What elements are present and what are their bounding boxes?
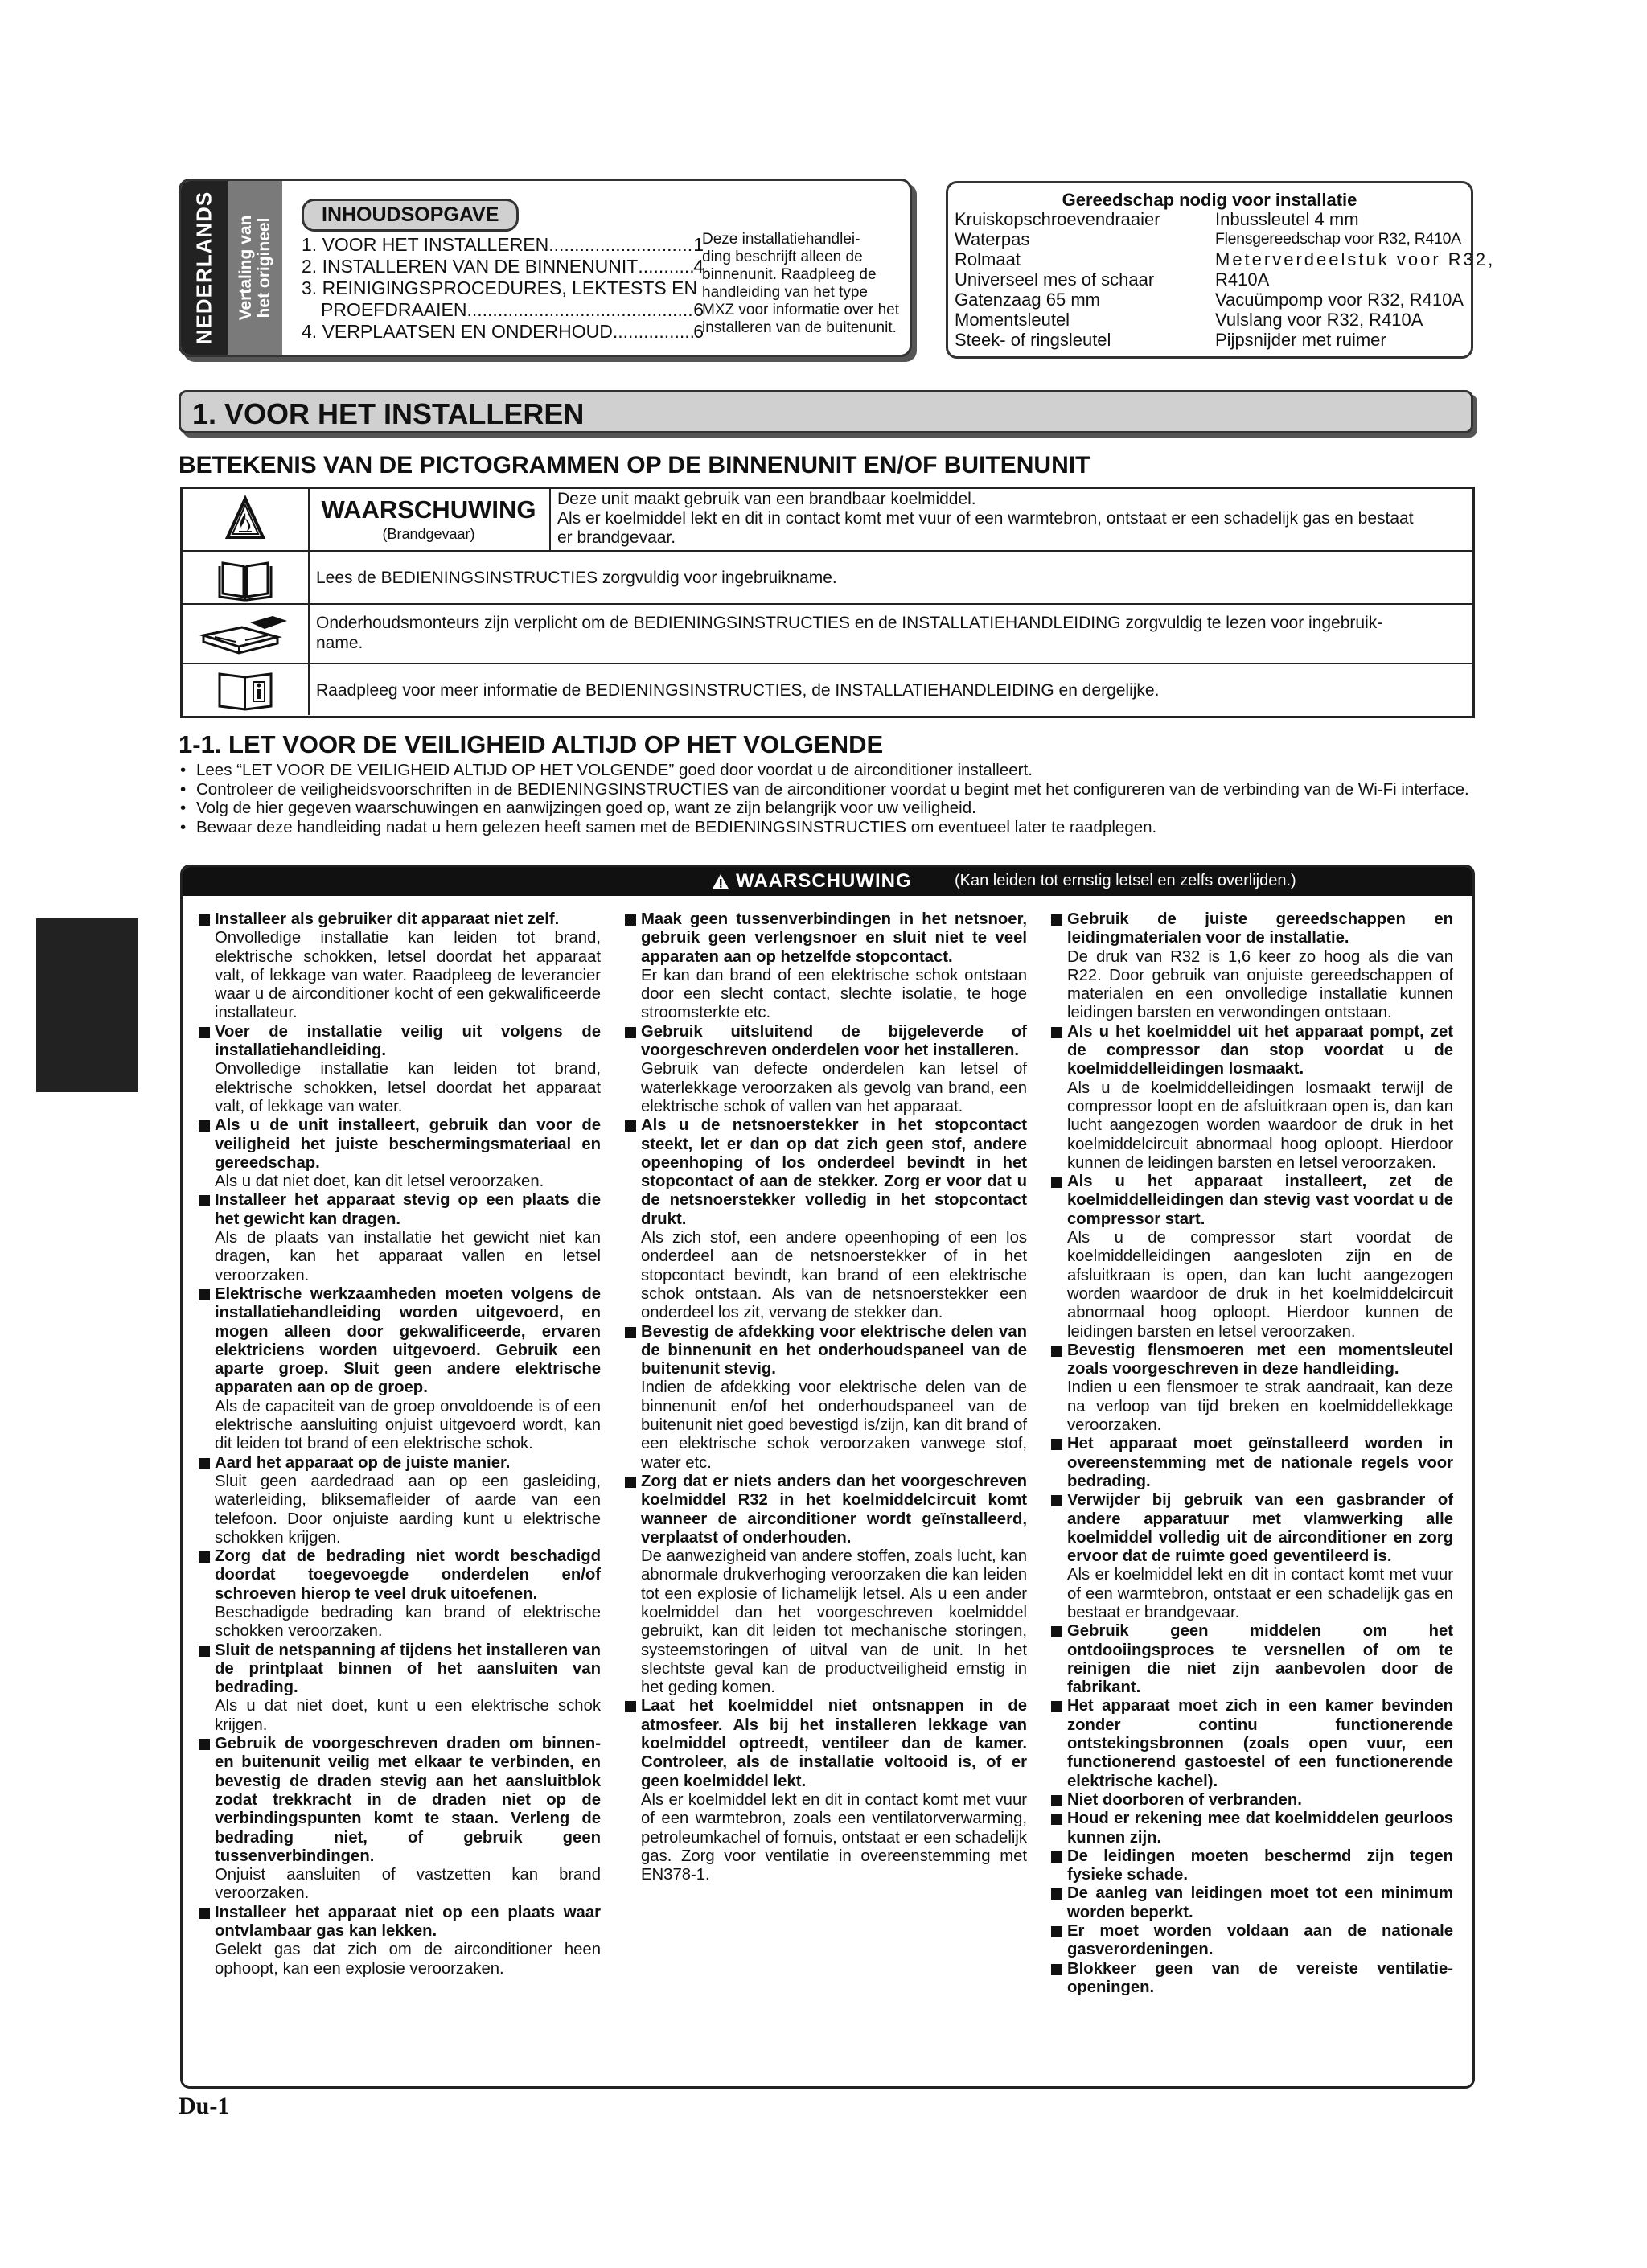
toc-entry-page: 4	[693, 256, 704, 277]
translation-line-2: het origineel	[255, 217, 273, 318]
toc-note-line: binnenunit. Raadpleeg de	[702, 266, 877, 283]
warning-item	[1049, 1884, 1453, 1922]
toc-entry-label: PROEFDRAAIEN	[321, 299, 467, 320]
warning-item-heading: Niet doorboren of verbranden.	[1067, 1790, 1302, 1809]
toc-entry[interactable]	[302, 321, 704, 343]
toc-entry[interactable]	[302, 234, 704, 256]
toc-note-line: handleiding van het type	[702, 284, 868, 301]
pictogram-row-read	[183, 550, 1472, 605]
warning-item-text: Indien de afdekking voor elektrische delen van de binnenunit en/of het onderhoudspaneel van de buitenunit niet goed bevestigd is/zijn, kan dit brand of een elektrische schok veroorzaken vanwege stof, water etc.	[641, 1378, 1027, 1472]
info-text: Raadpleeg voor meer informatie de BEDIENINGSINSTRUCTIES, de INSTALLATIEHANDLEIDING en dergelijke.	[316, 681, 1160, 700]
warning-item-text: Onvolledige installatie kan leiden tot brand, elektrische schokken, letsel doordat het apparaat valt, of lekkage van water. Raadpleeg de leverancier waar u de airconditioner kocht of een gekwalificeerde installateur.	[215, 929, 601, 1022]
warning-item	[197, 1454, 601, 1547]
warning-item-heading: Elektrische werkzaamheden moeten volgens de installatiehandleiding worden uitgevoerd, en mogen alleen door gekwalificeerde, ervaren elektriciens worden uitgevoerd. Gebruik een aparte groep. Sluit geen andere elektrische apparaten aan op de groep.	[215, 1284, 601, 1397]
warning-box	[180, 865, 1475, 2089]
tool-item: Kruiskopschroevendraaier	[955, 209, 1160, 229]
pictogram-icon-cell	[183, 552, 310, 605]
warning-column-2	[623, 910, 1027, 1884]
warning-line: Deze unit maakt gebruik van een brandbaar koelmiddel.	[557, 490, 976, 508]
warning-sub-label: (Brandgevaar)	[382, 526, 475, 542]
chapter-side-tab	[36, 918, 138, 1092]
warning-item-text: Gebruik van defecte onderdelen kan letsel of waterlekkage veroorzaken als gevolg van brand, een elektrische schok of vallen van het apparaat.	[641, 1060, 1027, 1116]
tool-item: Momentsleutel	[955, 310, 1070, 330]
pictogram-table	[180, 487, 1475, 718]
warning-item	[197, 1735, 601, 1904]
warning-item-text: Als u de compressor start voordat de koelmiddelleidingen aangesloten zijn en de afsluitkraan is open, dan kan lucht aangezogen worden waardoor de druk in het koelmiddelcircuit abnormaal hoog oploopt. Hierdoor kunnen de leidingen barsten en letsel veroorzaken.	[1067, 1229, 1453, 1341]
warning-item-text: De druk van R32 is 1,6 keer zo hoog als die van R22. Door gebruik van onjuiste gereedschappen of materialen en een onvolledige installatie kunnen leidingen barsten en verwondingen ontstaan.	[1067, 947, 1453, 1022]
warning-item-heading: Blokkeer geen van de vereiste ventilatie-openingen.	[1067, 1959, 1453, 1996]
warning-item-text: Sluit geen aardedraad aan op een gasleiding, waterleiding, bliksemafleider of aarde van een telefoon. Door onjuiste aarding kunt u elektrische schokken krijgen.	[215, 1472, 601, 1547]
warning-item-heading: Het apparaat moet geïnstalleerd worden in overeenstemming met de nationale regels voor bedrading.	[1067, 1435, 1453, 1490]
warning-item-heading: Zorg dat er niets anders dan het voorgeschreven koelmiddel R32 in het koelmiddelcircuit komt wanneer de airconditioner wordt geïnstalleerd, verplaatst of onderhouden.	[641, 1472, 1027, 1547]
warning-item-heading: Zorg dat de bedrading niet wordt beschadigd doordat toegevoegde onderdelen en/of schroeven hierop te veel druk uitoefenen.	[215, 1547, 601, 1603]
tools-left-list	[955, 209, 1160, 350]
warning-subtitle: (Kan leiden tot ernstig letsel en zelfs overlijden.)	[955, 872, 1296, 890]
toc-note-line: Deze installatiehandlei-	[702, 231, 860, 248]
pictogram-icon-cell	[183, 489, 310, 550]
toc-entry-label: 2. INSTALLEREN VAN DE BINNENUNIT	[302, 256, 639, 277]
toc-entry[interactable]	[302, 299, 704, 321]
warning-item-heading: Er moet worden voldaan aan de nationale gasverordeningen.	[1067, 1922, 1453, 1959]
warning-item-heading: Het apparaat moet zich in een kamer bevinden zonder continu functionerende ontstekingsbronnen (zoals open vuur, een functionerend gastoestel of een functionerende elektrische kachel).	[1067, 1697, 1453, 1790]
pictogram-heading: BETEKENIS VAN DE PICTOGRAMMEN OP DE BINNENUNIT EN/OF BUITENUNIT	[179, 452, 1090, 479]
tools-box	[946, 181, 1496, 359]
warning-item	[623, 1023, 1027, 1116]
warning-item-heading: Houd er rekening mee dat koelmiddelen geurloos kunnen zijn.	[1067, 1810, 1453, 1847]
tool-item: Waterpas	[955, 229, 1030, 249]
warning-item-text: Indien u een flensmoer te strak aandraait, kan deze na verloop van tijd breken en koelmiddellekkage veroorzaken.	[1067, 1378, 1453, 1435]
warning-item	[197, 1023, 601, 1116]
warning-item	[197, 1191, 601, 1284]
warning-item	[1049, 1922, 1453, 1960]
toc-entry[interactable]	[302, 256, 704, 277]
service-line: Onderhoudsmonteurs zijn verplicht om de BEDIENINGSINSTRUCTIES en de INSTALLATIEHANDLEIDING zorgvuldig te lezen voor ingebruik-	[316, 614, 1383, 632]
warning-label: WAARSCHUWING	[321, 495, 536, 524]
warning-item-heading: Voer de installatie veilig uit volgens de installatiehandleiding.	[215, 1022, 601, 1060]
warning-item	[1049, 1810, 1453, 1847]
warning-triangle-icon	[712, 873, 729, 890]
list-item: • Lees “LET VOOR DE VEILIGHEID ALTIJD OP HET VOLGENDE” goed door voordat u de airconditioner installeert.	[179, 761, 1469, 780]
warning-item-heading: Als u het apparaat installeert, zet de koelmiddelleidingen dan stevig vast voordat u de compressor start.	[1067, 1173, 1453, 1228]
translation-tab-label	[236, 216, 273, 321]
warning-item	[1049, 1023, 1453, 1173]
warning-item	[623, 910, 1027, 1023]
tools-right-list	[1215, 209, 1496, 350]
list-item: • Volg de hier gegeven waarschuwingen en aanwijzingen goed op, want ze zijn belangrijk voor uw veiligheid.	[179, 799, 1469, 818]
tool-item: Gatenzaag 65 mm	[955, 290, 1100, 310]
warning-item-text: Als de plaats van installatie het gewicht niet kan dragen, kan het apparaat vallen en letsel veroorzaken.	[215, 1229, 601, 1284]
warning-item-text: Als er koelmiddel lekt en dit in contact komt met vuur of een warmtebron, zoals een ventilatorverwarming, petroleumkachel of fornuis, ontstaat er een schadelijk gas. Zorg voor ventilatie in overeenstemming met EN378-1.	[641, 1790, 1027, 1884]
warning-column-3	[1049, 910, 1453, 1997]
warning-item	[197, 1904, 601, 1978]
warning-item	[1049, 1847, 1453, 1885]
tool-item: Flensgereedschap voor R32, R410A	[1215, 230, 1461, 248]
warning-item-heading: Als u de netsnoerstekker in het stopcontact steekt, let er dan op dat zich geen stof, andere opeenhoping of los onderdeel bevindt in het stopcontact of aan de stekker. Zorg er voor dat u de netsnoerstekker volledig in het stopcontact drukt.	[641, 1116, 1027, 1228]
toc-note	[702, 231, 899, 337]
warning-title: WAARSCHUWING	[736, 870, 912, 892]
tool-item: Vacuümpomp voor R32, R410A	[1215, 290, 1464, 310]
warning-item-heading: Aard het apparaat op de juiste manier.	[215, 1453, 511, 1472]
warning-item	[1049, 1173, 1453, 1341]
toc-note-line: installeren van de buitenunit.	[702, 319, 897, 336]
warning-item-heading: Laat het koelmiddel niet ontsnappen in de atmosfeer. Als bij het installeren lekkage van koelmiddel optreedt, ventileer dan de kamer. Controleer, als de installatie voltooid is, of er geen koelmiddel lekt.	[641, 1697, 1027, 1790]
translation-tab	[228, 181, 282, 355]
warning-item-heading: Bevestig de afdekking voor elektrische delen van de binnenunit en het onderhoudspaneel van de buitenunit stevig.	[641, 1322, 1027, 1378]
warning-item-heading: Installeer als gebruiker dit apparaat niet zelf.	[215, 910, 560, 928]
warning-item-heading: Maak geen tussenverbindingen in het netsnoer, gebruik geen verlengsnoer en sluit niet te veel apparaten aan op hetzelfde stopcontact.	[641, 910, 1027, 966]
warning-item-heading: De leidingen moeten beschermd zijn tegen fysieke schade.	[1067, 1847, 1453, 1884]
warning-description	[557, 490, 1414, 548]
pictogram-icon-cell	[183, 664, 310, 715]
warning-item-heading: Als u het koelmiddel uit het apparaat pompt, zet de compressor dan stop voordat u de koelmiddelleidingen losmaakt.	[1067, 1022, 1453, 1079]
pictogram-row-info	[183, 663, 1472, 715]
warning-item-heading: De aanleg van leidingen moet tot een minimum worden beperkt.	[1067, 1884, 1453, 1921]
tools-title: Gereedschap nodig voor installatie	[1062, 190, 1357, 210]
pictogram-icon-cell	[183, 605, 310, 664]
toc-entry-page: 1	[693, 234, 704, 255]
warning-item	[1049, 1622, 1453, 1697]
warning-item-text: Als u de koelmiddelleidingen losmaakt terwijl de compressor loopt en de afsluitkraan open is, dan kan lucht aangezogen worden waardoor de druk in het koelmiddelcircuit abnormaal hoog oploopt. Hierdoor kunnen de leidingen barsten en letsel veroorzaken.	[1067, 1079, 1453, 1172]
language-tab	[181, 181, 228, 355]
toc-note-line: ding beschrijft alleen de	[702, 249, 863, 265]
warning-item	[1049, 910, 1453, 1023]
tool-item: Meterverdeelstuk voor R32,	[1215, 249, 1496, 269]
toc-entry-page: 6	[693, 299, 704, 320]
warning-label-cell	[308, 489, 551, 550]
warning-item-heading: Verwijder bij gebruik van een gasbrander of andere apparatuur met vlamwerking alle koelmiddel volledig uit de airconditioner en zorg ervoor dat de ruimte goed geventileerd is.	[1067, 1491, 1453, 1566]
warning-item	[197, 1641, 601, 1735]
warning-line: er brandgevaar.	[557, 528, 676, 547]
warning-item-heading: Gebruik de voorgeschreven draden om binnen- en buitenunit veilig met elkaar te verbinden, en bevestig de draden stevig aan het aansluitblok zodat trekkracht in de draden niet op de verbindingspunten komt te staan. Verleng de bedrading niet, of gebruik geen tussenverbindingen.	[215, 1735, 601, 1865]
warning-item-text: Onjuist aansluiten of vastzetten kan brand veroorzaken.	[215, 1866, 601, 1903]
toc-entry[interactable]	[302, 277, 704, 299]
language-tab-label: NEDERLANDS	[191, 191, 216, 345]
warning-item	[1049, 1341, 1453, 1435]
tool-item: Universeel mes of schaar	[955, 269, 1155, 290]
warning-item-heading: Gebruik uitsluitend de bijgeleverde of voorgeschreven onderdelen voor het installeren.	[641, 1022, 1027, 1060]
translation-line-1: Vertaling van	[236, 215, 255, 321]
tool-item: Rolmaat	[955, 249, 1021, 269]
warning-item-text: Er kan dan brand of een elektrische schok ontstaan door een slecht contact, slechte isolatie, te hoge stroomsterkte etc.	[641, 966, 1027, 1022]
info-manual-icon	[183, 664, 308, 715]
page-number: Du-1	[179, 2093, 230, 2119]
list-item: • Controleer de veiligheidsvoorschriften in de BEDIENINGSINSTRUCTIES van de airconditioner voordat u begint met het configureren van de verbinding van de Wi-Fi interface.	[179, 780, 1469, 799]
warning-item	[1049, 1791, 1453, 1810]
tool-item: R410A	[1215, 269, 1270, 290]
warning-item-text: Beschadigde bedrading kan brand of elektrische schokken veroorzaken.	[215, 1603, 601, 1641]
warning-item-text: Onvolledige installatie kan leiden tot brand, elektrische schokken, letsel doordat het apparaat valt, of lekkage van water.	[215, 1060, 601, 1116]
warning-item	[197, 1116, 601, 1191]
warning-item-text: Gelekt gas dat zich om de airconditioner heen ophoopt, kan een explosie veroorzaken.	[215, 1941, 601, 1978]
service-instructions-text	[316, 613, 1382, 653]
warning-item-text: Als u dat niet doet, kan dit letsel veroorzaken.	[215, 1173, 544, 1191]
warning-item	[623, 1697, 1027, 1884]
tool-item: Vulslang voor R32, R410A	[1215, 310, 1423, 330]
warning-item-heading: Bevestig flensmoeren met een momentsleutel zoals voorgeschreven in deze handleiding.	[1067, 1341, 1453, 1378]
warning-item-heading: Gebruik de juiste gereedschappen en leidingmaterialen voor de installatie.	[1067, 910, 1453, 947]
warning-item-heading: Installeer het apparaat stevig op een plaats die het gewicht kan dragen.	[215, 1191, 601, 1228]
toc-entry-page: 6	[693, 321, 704, 342]
service-line: name.	[316, 634, 363, 652]
warning-item	[197, 910, 601, 1023]
toc-entry-label: 3. REINIGINGSPROCEDURES, LEKTESTS EN	[302, 277, 698, 298]
table-of-contents-box	[179, 179, 912, 357]
read-instructions-text: Lees de BEDIENINGSINSTRUCTIES zorgvuldig voor ingebruikname.	[316, 569, 837, 587]
warning-item-heading: Als u de unit installeert, gebruik dan voor de veiligheid het juiste beschermingsmateriaal en gereedschap.	[215, 1116, 601, 1172]
safety-heading: 1-1. LET VOOR DE VEILIGHEID ALTIJD OP HET VOLGENDE	[179, 730, 884, 758]
section-heading-text: 1. VOOR HET INSTALLEREN	[192, 397, 585, 430]
tool-item: Pijpsnijder met ruimer	[1215, 330, 1386, 350]
warning-item	[1049, 1697, 1453, 1790]
warning-line: Als er koelmiddel lekt en dit in contact komt met vuur of een warmtebron, ontstaat er een schadelijk gas en bestaat	[557, 509, 1414, 528]
safety-bullet-list	[179, 761, 1469, 836]
read-manual-icon	[183, 552, 308, 605]
warning-item	[623, 1323, 1027, 1473]
warning-item-heading: Gebruik geen middelen om het ontdooiingsproces te versnellen of om te reinigen die niet zijn aanbevolen door de fabrikant.	[1067, 1622, 1453, 1697]
pictogram-row-warning	[183, 489, 1472, 550]
tool-item: Steek- of ringsleutel	[955, 330, 1111, 350]
pictogram-row-service	[183, 603, 1472, 664]
warning-item-text: Als er koelmiddel lekt en dit in contact komt met vuur of een warmtebron, ontstaat er een schadelijk gas en bestaat er brandgevaar.	[1067, 1566, 1453, 1621]
warning-item	[1049, 1960, 1453, 1998]
warning-item-text: Als de capaciteit van de groep onvoldoende is of een elektrische aansluiting onjuist uitgevoerd wordt, kan dit leiden tot brand of een elektrische schok.	[215, 1397, 601, 1453]
service-manual-icon	[183, 605, 308, 664]
list-item: • Bewaar deze handleiding nadat u hem gelezen heeft samen met de BEDIENINGSINSTRUCTIES om eventueel later te raadplegen.	[179, 818, 1469, 837]
tool-item: Inbussleutel 4 mm	[1215, 209, 1359, 229]
warning-item	[623, 1473, 1027, 1698]
warning-item	[1049, 1491, 1453, 1622]
warning-header-bar	[183, 867, 1472, 896]
warning-column-1	[197, 910, 601, 1978]
toc-note-line: MXZ voor informatie over het	[702, 302, 899, 318]
warning-item-text: De aanwezigheid van andere stoffen, zoals lucht, kan abnormale drukverhoging veroorzaken die kan leiden tot een explosie of lichamelijk letsel. Als u een ander koelmiddel dan het voorgeschreven koelmiddel gebruikt, kan dit leiden tot mechanische storingen, systeemstoringen of uitval van de unit. In het slechtste geval kan de productveiligheid ernstig in het geding komen.	[641, 1547, 1027, 1697]
flammable-warning-icon	[183, 489, 308, 550]
section-heading	[179, 390, 1473, 433]
toc-entry-label: 4. VERPLAATSEN EN ONDERHOUD	[302, 321, 613, 342]
warning-item-text: Als u dat niet doet, kunt u een elektrische schok krijgen.	[215, 1697, 601, 1734]
warning-item	[1049, 1435, 1453, 1491]
warning-item	[197, 1285, 601, 1454]
toc-entry-label: 1. VOOR HET INSTALLEREN	[302, 234, 549, 255]
warning-item-text: Als zich stof, een andere opeenhoping of een los onderdeel aan de netsnoerstekker of in het stopcontact bevindt, kan brand of een elektrische schok ontstaan. Als van de netsnoerstekker een onderdeel los zit, vervang de stekker dan.	[641, 1229, 1027, 1322]
warning-item-heading: Sluit de netspanning af tijdens het installeren van de printplaat binnen of het aansluiten van bedrading.	[215, 1641, 601, 1697]
toc-title: INHOUDSOPGAVE	[302, 199, 519, 232]
warning-item	[197, 1547, 601, 1641]
warning-item-heading: Installeer het apparaat niet op een plaats waar ontvlambaar gas kan lekken.	[215, 1903, 601, 1941]
warning-item	[623, 1116, 1027, 1322]
